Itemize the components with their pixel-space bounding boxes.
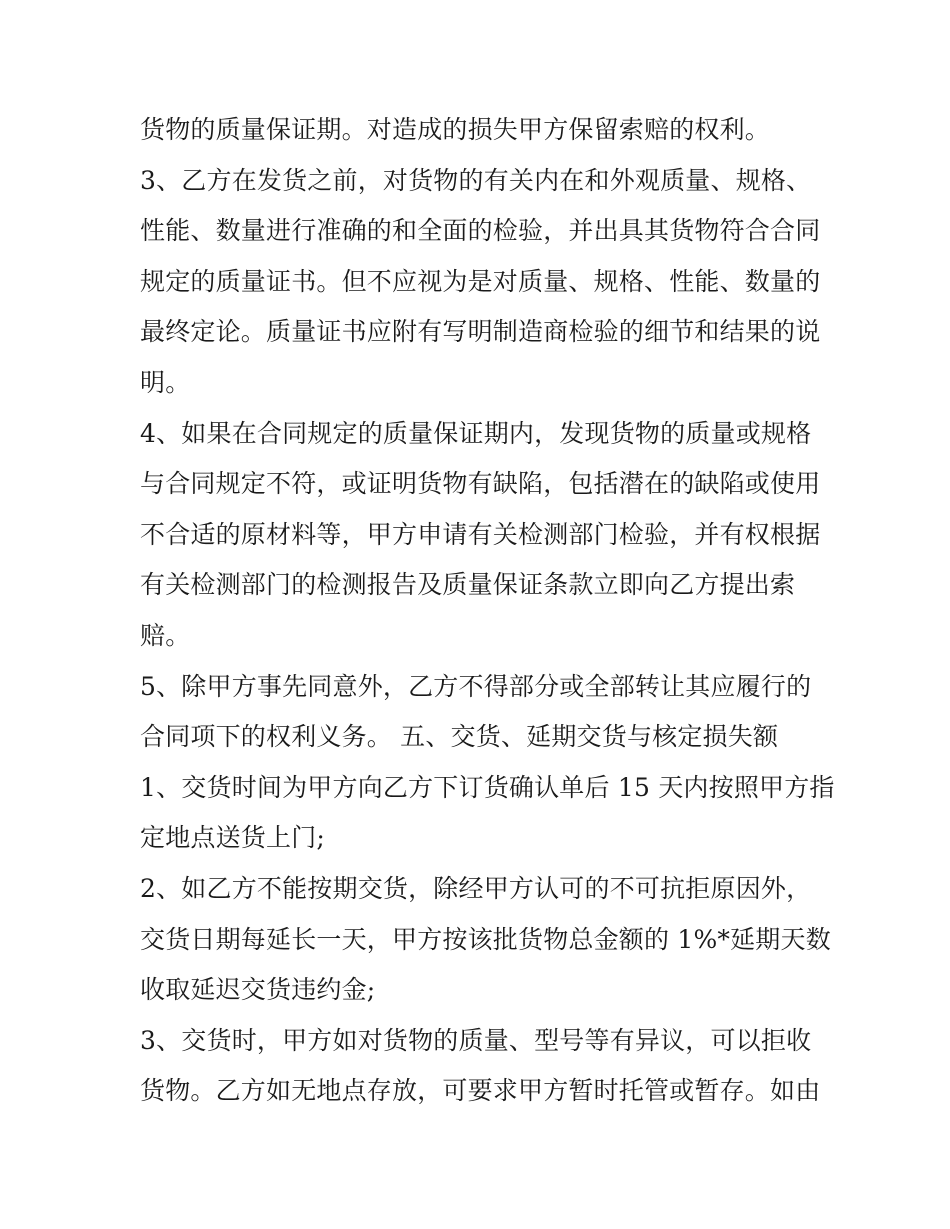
text-line: 收取延迟交货违约金; <box>140 975 376 1005</box>
text-line: 3、交货时，甲方如对货物的质量、型号等有异议，可以拒收 <box>140 1025 812 1055</box>
text-line: 3、乙方在发货之前，对货物的有关内在和外观质量、规格、 <box>140 165 812 195</box>
text-line: 与合同规定不符，或证明货物有缺陷，包括潜在的缺陷或使用 <box>140 469 821 499</box>
text-line: 不合适的原材料等，甲方申请有关检测部门检验，并有权根据 <box>140 519 821 549</box>
text-line: 5、除甲方事先同意外，乙方不得部分或全部转让其应履行的 <box>140 671 812 701</box>
text-line: 1、交货时间为甲方向乙方下订货确认单后 15 天内按照甲方指 <box>140 772 835 802</box>
text-line: 合同项下的权利义务。 五、交货、延期交货与核定损失额 <box>140 722 779 752</box>
text-line: 规定的质量证书。但不应视为是对质量、规格、性能、数量的 <box>140 266 821 296</box>
text-line: 交货日期每延长一天，甲方按该批货物总金额的 1%*延期天数 <box>140 924 831 954</box>
text-line: 赔。 <box>140 620 191 650</box>
text-line: 货物。乙方如无地点存放，可要求甲方暂时托管或暂存。如由 <box>140 1076 821 1106</box>
text-line: 有关检测部门的检测报告及质量保证条款立即向乙方提出索 <box>140 570 796 600</box>
text-line: 性能、数量进行准确的和全面的检验，并出具其货物符合合同 <box>140 216 821 246</box>
text-line: 明。 <box>140 367 191 397</box>
text-line: 4、如果在合同规定的质量保证期内，发现货物的质量或规格 <box>140 418 812 448</box>
text-line: 货物的质量保证期。对造成的损失甲方保留索赔的权利。 <box>140 115 771 144</box>
document-body <box>140 105 835 1117</box>
text-line: 定地点送货上门; <box>140 823 326 853</box>
text-line: 2、如乙方不能按期交货，除经甲方认可的不可抗拒原因外， <box>140 873 812 903</box>
text-line: 最终定论。质量证书应附有写明制造商检验的细节和结果的说 <box>140 317 821 347</box>
